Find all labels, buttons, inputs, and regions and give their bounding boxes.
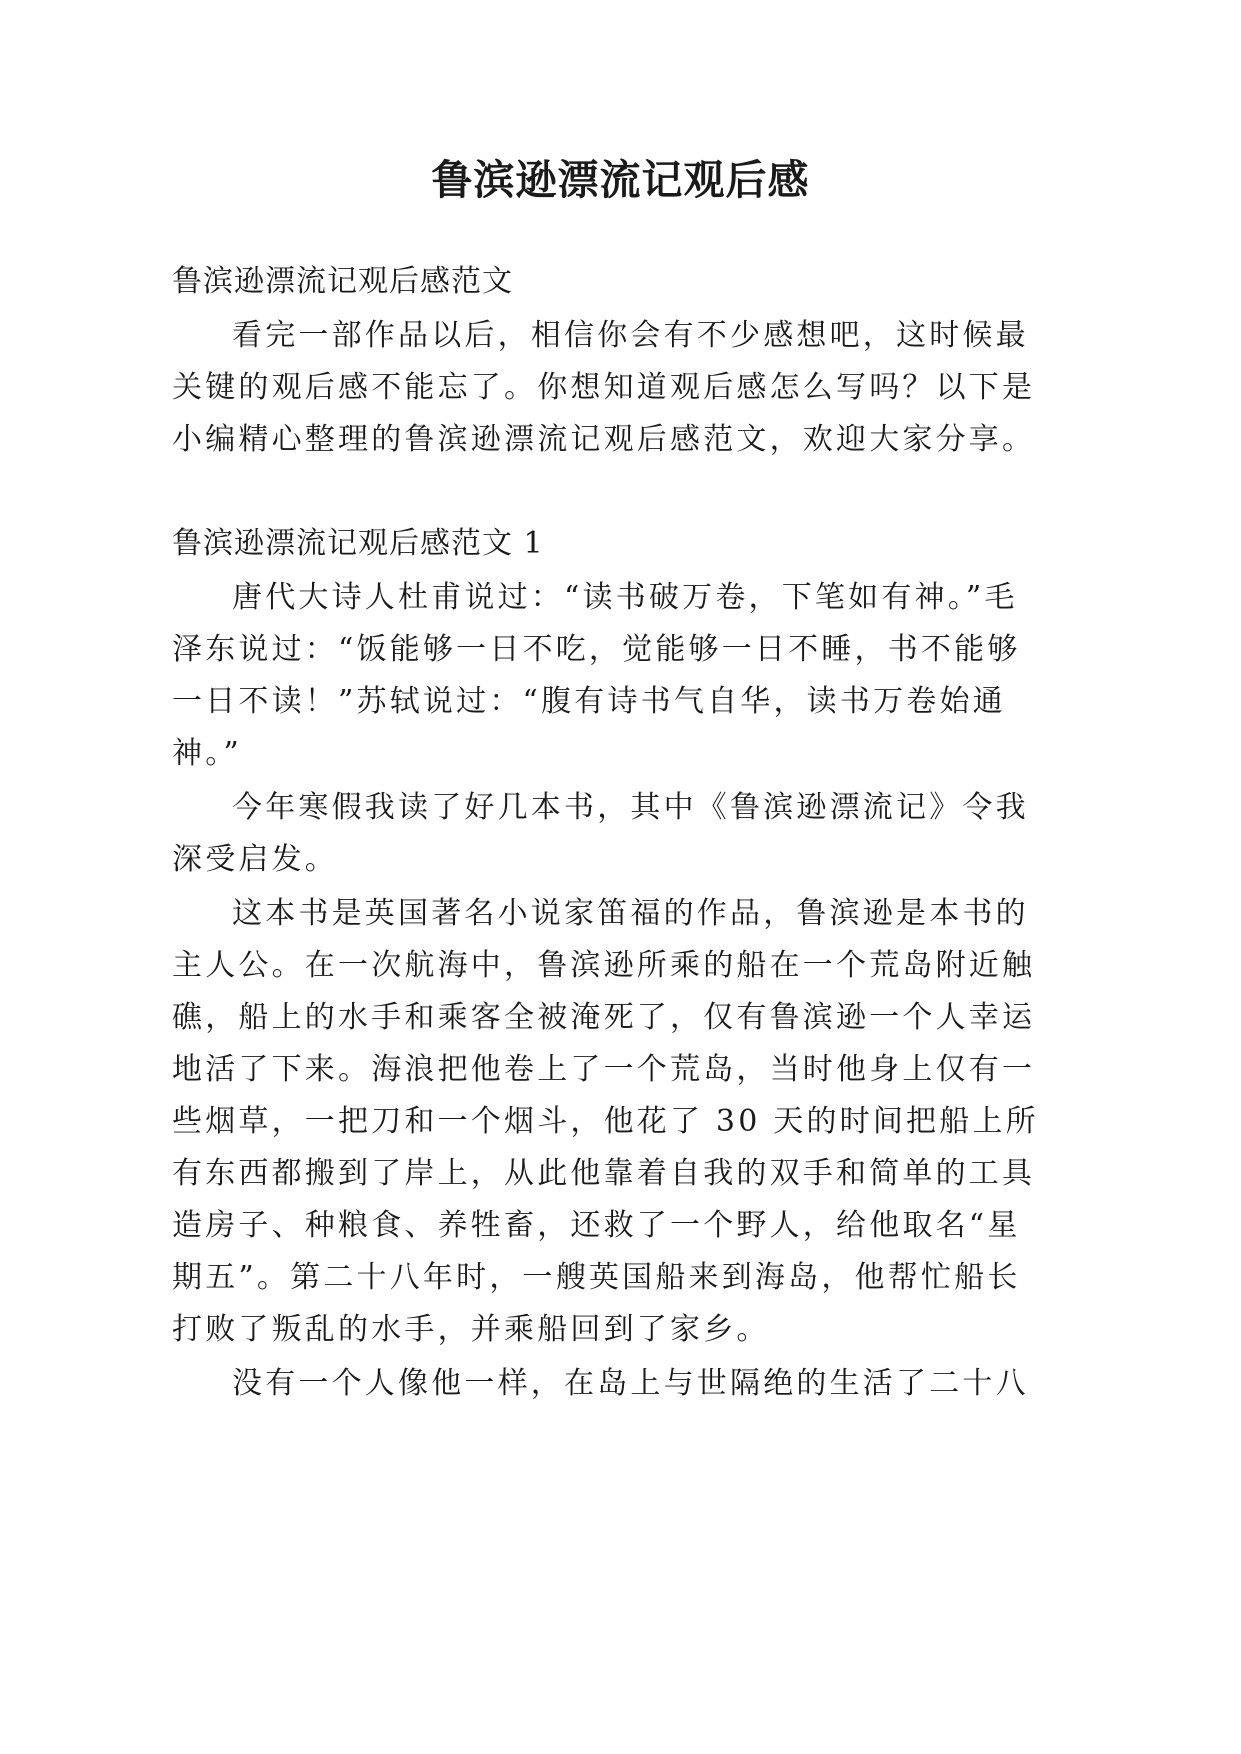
body-line: 地活了下来。海浪把他卷上了一个荒岛，当时他身上仅有一 <box>172 1052 1036 1087</box>
body-line: 造房子、种粮食、养牲畜，还救了一个野人，给他取名“星 <box>172 1208 1021 1243</box>
body-line: 这本书是英国著名小说家笛福的作品，鲁滨逊是本书的 <box>232 896 1029 931</box>
body-line: 打败了叛乱的水手，并乘船回到了家乡。 <box>172 1312 770 1347</box>
intro-line: 关键的观后感不能忘了。你想知道观后感怎么写吗？以下是 <box>172 370 1036 405</box>
body-line: 主人公。在一次航海中，鲁滨逊所乘的船在一个荒岛附近触 <box>172 948 1036 983</box>
body-line: 没有一个人像他一样，在岛上与世隔绝的生活了二十八 <box>232 1366 1029 1401</box>
document-title: 鲁滨逊漂流记观后感 <box>431 156 810 204</box>
body-line: 礁，船上的水手和乘客全被淹死了，仅有鲁滨逊一个人幸运 <box>172 1000 1036 1035</box>
body-line: 泽东说过：“饭能够一日不吃，觉能够一日不睡，书不能够 <box>172 632 1021 667</box>
body-line: 深受启发。 <box>172 842 338 877</box>
body-line: 期五”。第二十八年时，一艘英国船来到海岛，他帮忙船长 <box>172 1260 1021 1295</box>
body-line: 神。” <box>172 736 242 771</box>
body-line: 唐代大诗人杜甫说过：“读书破万卷，下笔如有神。”毛 <box>232 580 1018 615</box>
body-line: 有东西都搬到了岸上，从此他靠着自我的双手和简单的工具 <box>172 1156 1036 1191</box>
body-line: 一日不读！”苏轼说过：“腹有诗书气自华，读书万卷始通 <box>172 684 1006 719</box>
body-line: 今年寒假我读了好几本书，其中《鲁滨逊漂流记》令我 <box>232 790 1029 825</box>
intro-line: 看完一部作品以后，相信你会有不少感想吧，这时候最 <box>232 318 1029 353</box>
subheading: 鲁滨逊漂流记观后感范文 <box>172 264 513 299</box>
body-line: 些烟草，一把刀和一个烟斗，他花了 30 天的时间把船上所 <box>172 1104 1039 1139</box>
intro-line: 小编精心整理的鲁滨逊漂流记观后感范文，欢迎大家分享。 <box>172 422 1036 457</box>
section-heading: 鲁滨逊漂流记观后感范文 1 <box>172 526 544 561</box>
